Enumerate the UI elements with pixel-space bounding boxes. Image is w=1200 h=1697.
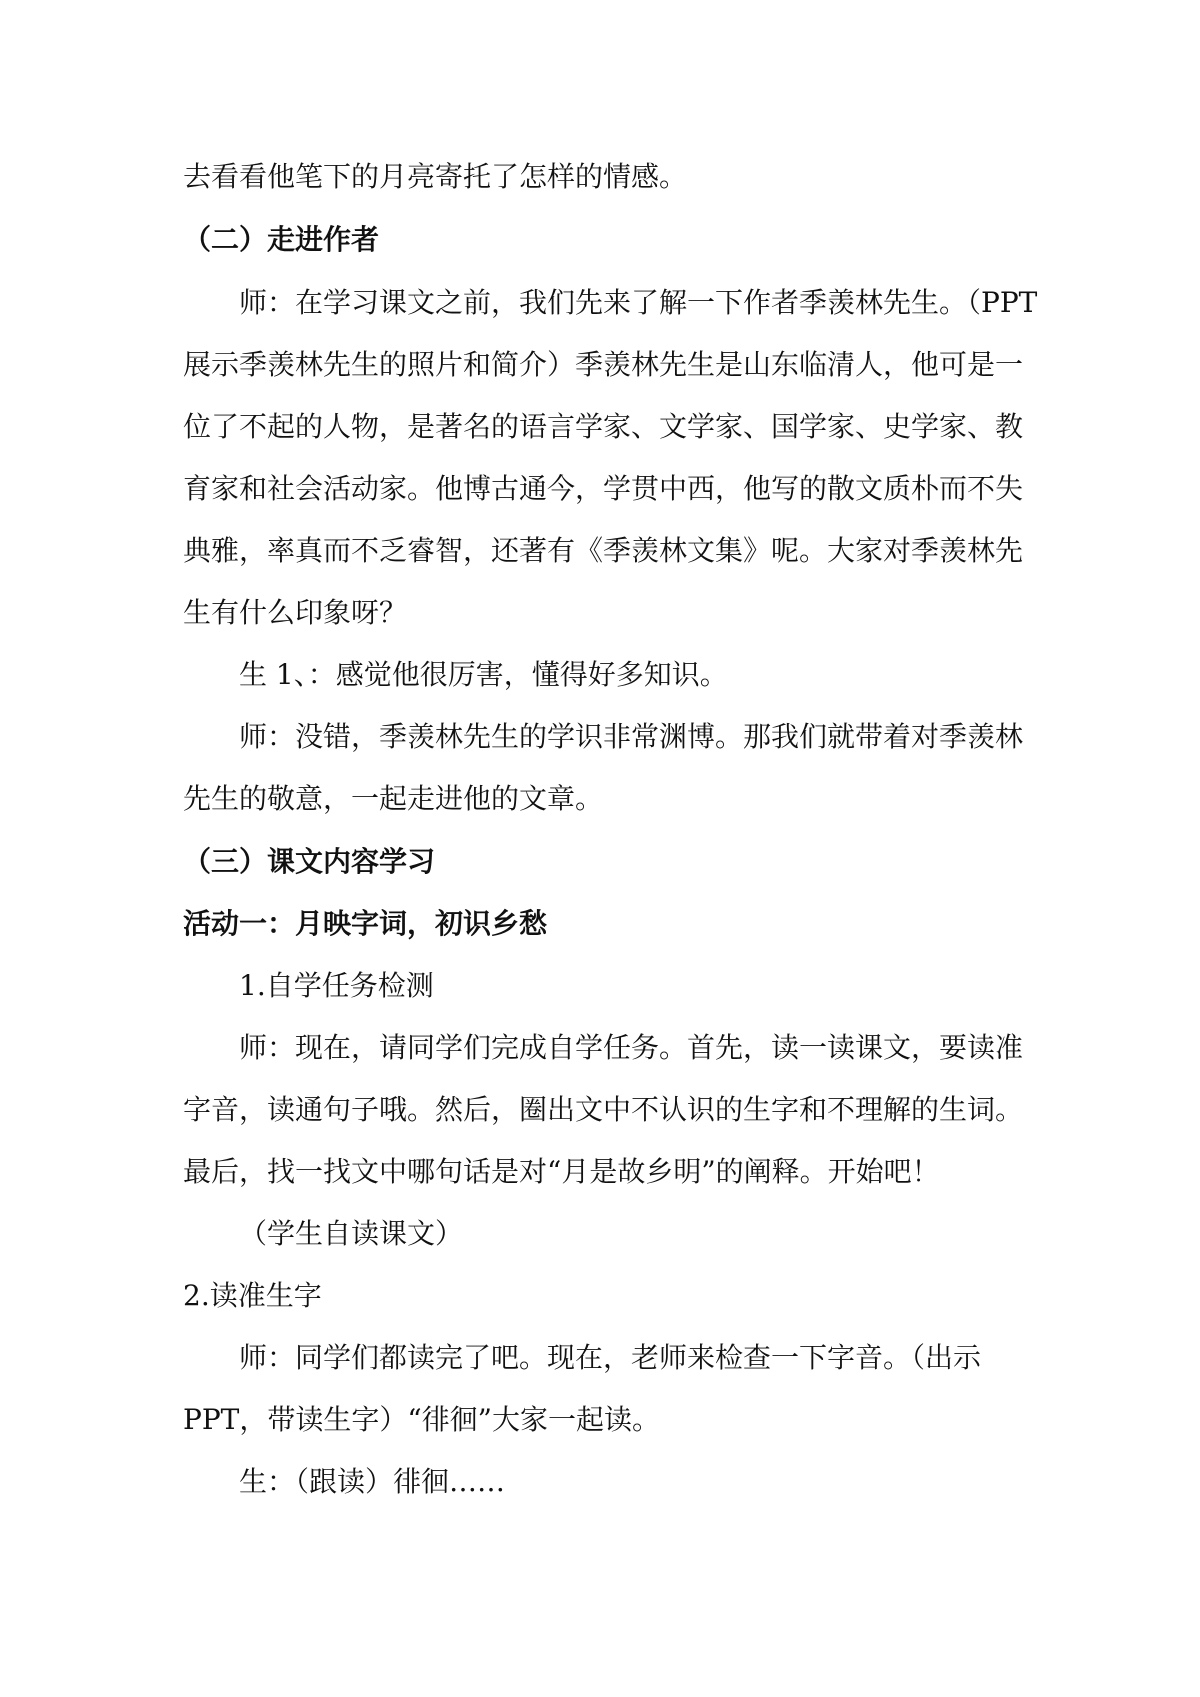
paragraph-line: 位了不起的人物，是著名的语言学家、文学家、国学家、史学家、教 — [183, 410, 1024, 443]
paragraph-line: 师：同学们都读完了吧。现在，老师来检查一下字音。（出示 — [239, 1341, 982, 1374]
paragraph-line: 师：在学习课文之前，我们先来了解一下作者季羡林先生。（PPT — [239, 286, 1038, 319]
paragraph-line: 去看看他笔下的月亮寄托了怎样的情感。 — [183, 160, 688, 193]
paragraph-line: 字音，读通句子哦。然后，圈出文中不认识的生字和不理解的生词。 — [183, 1093, 1024, 1126]
paragraph-line: 典雅，率真而不乏睿智，还著有《季羡林文集》呢。大家对季羡林先 — [183, 534, 1024, 567]
paragraph-line: 最后，找一找文中哪句话是对“月是故乡明”的阐释。开始吧！ — [183, 1155, 940, 1188]
paragraph-line: 展示季羡林先生的照片和简介）季羡林先生是山东临清人，他可是一 — [183, 348, 1024, 381]
paragraph-line: 生：（跟读）徘徊…… — [239, 1465, 506, 1498]
paragraph-line: 生有什么印象呀？ — [183, 596, 408, 629]
subsection-heading: 2.读准生字 — [183, 1279, 322, 1312]
section-heading-author: （二）走进作者 — [183, 223, 380, 256]
paragraph-line: 师：现在，请同学们完成自学任务。首先，读一读课文，要读准 — [239, 1031, 1024, 1064]
paragraph-line: 生 1、：感觉他很厉害，懂得好多知识。 — [239, 658, 728, 691]
subsection-heading: 1.自学任务检测 — [239, 969, 434, 1002]
stage-direction: （学生自读课文） — [239, 1217, 464, 1250]
activity-heading: 活动一：月映字词，初识乡愁 — [183, 907, 548, 940]
section-heading-text-study: （三）课文内容学习 — [183, 845, 436, 878]
paragraph-line: PPT，带读生字）“徘徊”大家一起读。 — [183, 1403, 660, 1436]
paragraph-line: 师：没错，季羡林先生的学识非常渊博。那我们就带着对季羡林 — [239, 720, 1024, 753]
paragraph-line: 育家和社会活动家。他博古通今，学贯中西，他写的散文质朴而不失 — [183, 472, 1024, 505]
paragraph-line: 先生的敬意，一起走进他的文章。 — [183, 782, 604, 815]
